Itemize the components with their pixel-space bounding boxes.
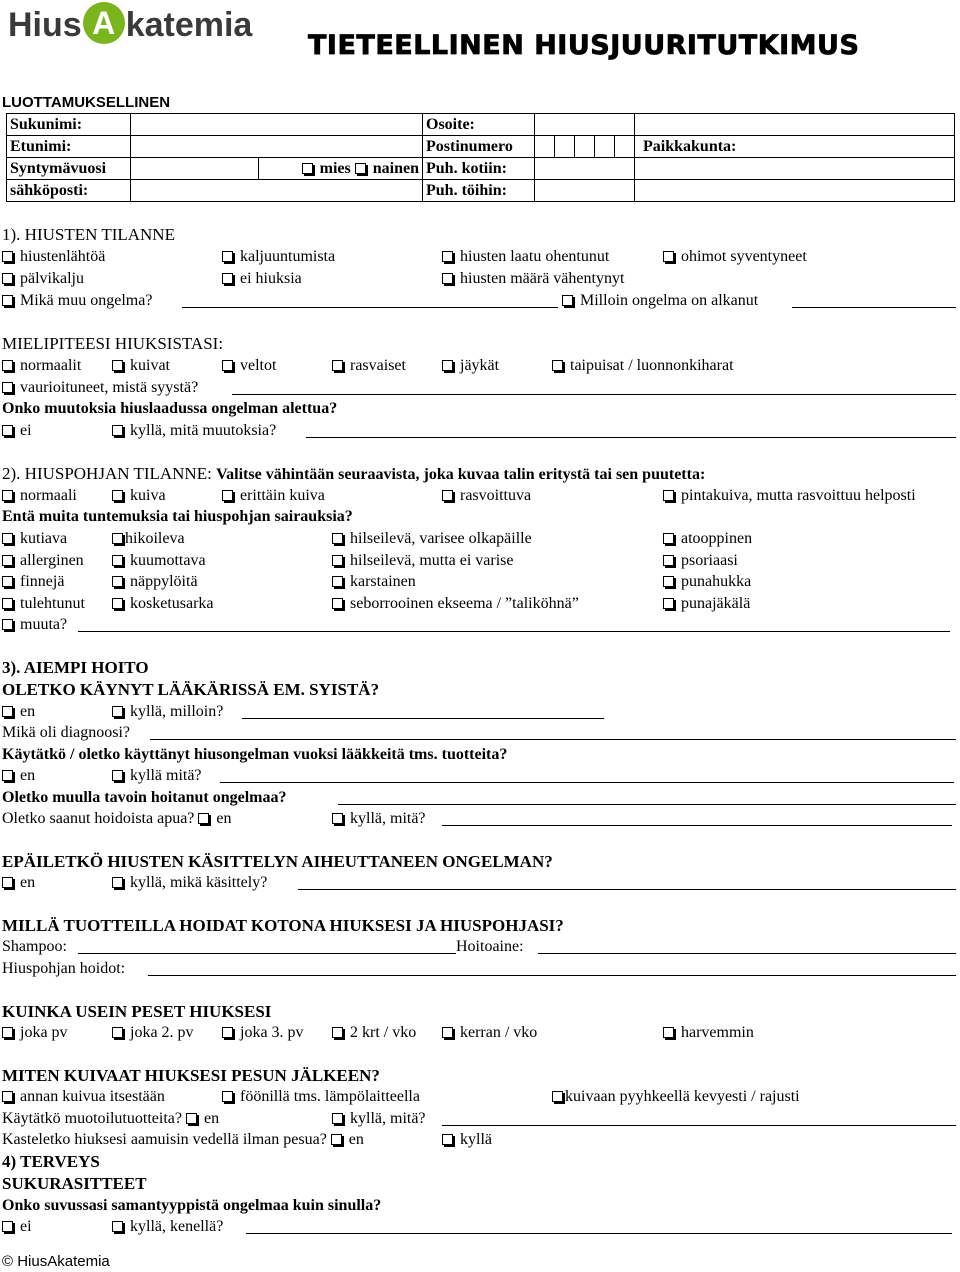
- option-greasy[interactable]: rasvaiset: [332, 357, 406, 375]
- wash-every-3rd[interactable]: joka 3. pv: [222, 1024, 304, 1042]
- checkbox-icon: [222, 1091, 233, 1102]
- checkbox-icon: [332, 555, 343, 566]
- diagnosis-label: Mikä oli diagnoosi?: [2, 724, 130, 741]
- checkbox-icon: [332, 360, 343, 371]
- conditioner-line[interactable]: [538, 953, 956, 954]
- styling-line[interactable]: [442, 1125, 956, 1126]
- checkbox-icon: [2, 382, 13, 393]
- diagnosis-line[interactable]: [150, 739, 956, 740]
- doctor-yes[interactable]: kyllä, milloin?: [112, 703, 223, 721]
- firstname-label: Etunimi:: [7, 136, 131, 158]
- checkbox-icon: [442, 360, 453, 371]
- checkbox-icon: [442, 251, 453, 262]
- symptom-psoriasis[interactable]: psoriaasi: [663, 552, 738, 570]
- checkbox-icon[interactable]: [198, 813, 209, 824]
- symptom-tender[interactable]: kosketusarka: [112, 595, 214, 613]
- postal-digit[interactable]: [575, 136, 595, 158]
- section-3-heading: 3). AIEMPI HOITO: [2, 658, 149, 677]
- other-treatment-line[interactable]: [338, 804, 956, 805]
- page-title: TIETEELLINEN HIUSJUURITUTKIMUS: [308, 30, 860, 61]
- wet-hair-yes[interactable]: kyllä: [442, 1131, 492, 1149]
- surname-label: Sukunimi:: [7, 114, 131, 136]
- treatment-help-line[interactable]: [442, 825, 952, 826]
- wash-daily[interactable]: joka pv: [2, 1024, 68, 1042]
- medication-question: Käytätkö / oletko käyttänyt hiusongelman vuoksi lääkkeitä tms. tuotteita?: [2, 746, 508, 763]
- checkbox-icon: [112, 770, 123, 781]
- email-field[interactable]: [131, 180, 423, 202]
- medication-line[interactable]: [220, 782, 954, 783]
- scalp-normal[interactable]: normaali: [2, 487, 77, 505]
- checkbox-icon: [2, 576, 13, 587]
- checkbox-icon: [552, 360, 563, 371]
- postal-label: Postinumero: [423, 136, 535, 158]
- checkbox-icon: [2, 490, 13, 501]
- checkbox-icon: [552, 1091, 563, 1102]
- scalp-treatment-line[interactable]: [148, 975, 956, 976]
- birthyear-label: Syntymävuosi: [7, 158, 131, 180]
- family-question: Onko suvussasi samantyyppistä ongelmaa kuin sinulla?: [2, 1197, 382, 1214]
- change-line[interactable]: [306, 437, 956, 438]
- family-heading: SUKURASITTEET: [2, 1174, 147, 1193]
- other-problem-line[interactable]: [182, 307, 558, 308]
- checkbox-icon: [112, 425, 123, 436]
- phone-home-label: Puh. kotiin:: [423, 158, 535, 180]
- symptom-lupus[interactable]: punahukka: [663, 573, 751, 591]
- checkbox-icon: [222, 490, 233, 501]
- option-hair-loss[interactable]: hiustenlähtöä: [2, 248, 105, 266]
- checkbox-icon: [2, 598, 13, 609]
- other-treatment-question: Oletko muulla tavoin hoitanut ongelmaa?: [2, 789, 287, 806]
- scalp-very-dry[interactable]: erittäin kuiva: [222, 487, 325, 505]
- checkbox-icon: [442, 490, 453, 501]
- checkbox-icon: [222, 360, 233, 371]
- checkbox-male[interactable]: [302, 163, 313, 174]
- checkbox-icon: [442, 1027, 453, 1038]
- checkbox-icon: [2, 555, 13, 566]
- checkbox-icon: [663, 490, 674, 501]
- postal-digit[interactable]: [595, 136, 615, 158]
- opinion-heading: MIELIPITEESI HIUKSISTASI:: [2, 334, 224, 353]
- scalp-surface-dry[interactable]: pintakuiva, mutta rasvoittuu helposti: [663, 487, 916, 505]
- address-field-2[interactable]: [635, 114, 955, 136]
- checkbox-icon: [2, 251, 13, 262]
- section-2-heading: 2). HIUSPOHJAN TILANNE: Valitse vähintään seuraavista, joka kuvaa talin eritystä tai sen puutetta:: [2, 464, 706, 483]
- hiusakatemia-logo: Hius A katemia: [8, 2, 252, 48]
- checkbox-icon: [222, 273, 233, 284]
- checkbox-icon: [112, 576, 123, 587]
- symptom-pimples[interactable]: finnejä: [2, 573, 64, 591]
- checkbox-icon: [112, 706, 123, 717]
- family-no[interactable]: ei: [2, 1218, 32, 1236]
- option-problem-start[interactable]: Milloin ongelma on alkanut: [562, 292, 758, 310]
- checkbox-icon: [112, 555, 123, 566]
- email-label: sähköposti:: [7, 180, 131, 202]
- checkbox-icon: [663, 1027, 674, 1038]
- checkbox-icon: [2, 425, 13, 436]
- option-balding[interactable]: kaljuuntumista: [222, 248, 335, 266]
- checkbox-icon: [442, 1134, 453, 1145]
- checkbox-icon[interactable]: [331, 1134, 342, 1145]
- option-change-yes[interactable]: kyllä, mitä muutoksia?: [112, 422, 276, 440]
- checkbox-icon: [112, 360, 123, 371]
- checkbox-icon: [112, 598, 123, 609]
- family-yes[interactable]: kyllä, kenellä?: [112, 1218, 223, 1236]
- postal-digit[interactable]: [535, 136, 555, 158]
- symptom-seborrheic[interactable]: seborrooinen ekseema / ”taliköhnä”: [332, 595, 579, 613]
- dry-heading: MITEN KUIVAAT HIUKSESI PESUN JÄLKEEN?: [2, 1066, 380, 1085]
- checkbox-icon: [332, 598, 343, 609]
- postal-digit[interactable]: [555, 136, 575, 158]
- phone-home-field-2[interactable]: [635, 158, 955, 180]
- checkbox-icon: [112, 533, 123, 544]
- checkbox-icon: [2, 1027, 13, 1038]
- styling-yes[interactable]: kyllä, mitä?: [332, 1110, 426, 1128]
- checkbox-icon: [2, 360, 13, 371]
- phone-work-field[interactable]: [535, 180, 635, 202]
- checkbox-icon: [112, 877, 123, 888]
- checkbox-icon: [332, 1113, 343, 1124]
- medication-yes[interactable]: kyllä mitä?: [112, 767, 202, 785]
- treatment-help: Oletko saanut hoidoista apua? en: [2, 810, 232, 827]
- firstname-field[interactable]: [131, 136, 423, 158]
- medication-no[interactable]: en: [2, 767, 35, 785]
- symptom-sweaty[interactable]: hikoileva: [112, 530, 185, 548]
- checkbox-icon: [2, 533, 13, 544]
- dry-towel[interactable]: kuivaan pyyhkeellä kevyesti / rajusti: [552, 1088, 800, 1106]
- checkbox-icon: [663, 598, 674, 609]
- option-limp[interactable]: veltot: [222, 357, 276, 375]
- checkbox-icon: [663, 533, 674, 544]
- option-change-no[interactable]: ei: [2, 422, 32, 440]
- doctor-question: OLETKO KÄYNYT LÄÄKÄRISSÄ EM. SYISTÄ?: [2, 680, 380, 699]
- checkbox-icon: [2, 706, 13, 717]
- wash-heading: KUINKA USEIN PESET HIUKSESI: [2, 1002, 272, 1021]
- wash-twice-week[interactable]: 2 krt / vko: [332, 1024, 416, 1042]
- checkbox-icon: [663, 576, 674, 587]
- symptom-atopic[interactable]: atooppinen: [663, 530, 752, 548]
- shampoo-line[interactable]: [78, 953, 456, 954]
- confidential-label: LUOTTAMUKSELLINEN: [2, 94, 171, 111]
- address-field[interactable]: [535, 114, 635, 136]
- city-label: Paikkakunta:: [635, 136, 955, 158]
- dry-blowdryer[interactable]: föönillä tms. lämpölaitteella: [222, 1088, 420, 1106]
- checkbox-icon: [2, 619, 13, 630]
- wash-every-2nd[interactable]: joka 2. pv: [112, 1024, 194, 1042]
- styling-products: Käytätkö muotoilutuotteita? en: [2, 1110, 220, 1127]
- postal-digit[interactable]: [615, 136, 635, 158]
- checkbox-icon: [2, 295, 13, 306]
- symptom-itchy[interactable]: kutiava: [2, 530, 67, 548]
- address-label: Osoite:: [423, 114, 535, 136]
- option-alopecia-areata[interactable]: pälvikalju: [2, 270, 84, 288]
- checkbox-icon: [2, 770, 13, 781]
- checkbox-icon: [332, 533, 343, 544]
- damaged-reason-line[interactable]: [232, 394, 956, 395]
- option-normal[interactable]: normaalit: [2, 357, 81, 375]
- checkbox-icon: [2, 877, 13, 888]
- option-curly[interactable]: taipuisat / luonnonkiharat: [552, 357, 734, 375]
- products-heading: MILLÄ TUOTTEILLA HOIDAT KOTONA HIUKSESI JA HIUSPOHJASI?: [2, 916, 564, 935]
- checkbox-icon: [2, 1221, 13, 1232]
- section-1-heading: 1). HIUSTEN TILANNE: [2, 225, 175, 244]
- checkbox-icon: [332, 1027, 343, 1038]
- cause-line[interactable]: [298, 889, 956, 890]
- symptom-flaky[interactable]: hilseilevä, mutta ei varise: [332, 552, 514, 570]
- scalp-sensations-question: Entä muita tuntemuksia tai hiuspohjan sairauksia?: [2, 508, 353, 525]
- wash-once-week[interactable]: kerran / vko: [442, 1024, 537, 1042]
- checkbox-icon: [2, 273, 13, 284]
- problem-start-line[interactable]: [792, 307, 956, 308]
- option-reduced-amount[interactable]: hiusten määrä vähentynyt: [442, 270, 624, 288]
- symptom-allergic[interactable]: allerginen: [2, 552, 84, 570]
- personal-info-table: [6, 113, 955, 202]
- option-receding-temples[interactable]: ohimot syventyneet: [663, 248, 807, 266]
- doctor-when-line[interactable]: [242, 718, 604, 719]
- checkbox-icon: [222, 1027, 233, 1038]
- checkbox-icon: [663, 251, 674, 262]
- symptom-other[interactable]: muuta?: [2, 616, 67, 634]
- checkbox-icon: [2, 1091, 13, 1102]
- scalp-oily[interactable]: rasvoittuva: [442, 487, 531, 505]
- symptom-lichen[interactable]: punajäkälä: [663, 595, 750, 613]
- checkbox-icon: [663, 555, 674, 566]
- checkbox-icon: [442, 273, 453, 284]
- checkbox-female[interactable]: [355, 163, 366, 174]
- phone-work-field-2[interactable]: [635, 180, 955, 202]
- phone-work-label: Puh. töihin:: [423, 180, 535, 202]
- gender-choice[interactable]: mies nainen: [259, 158, 423, 180]
- checkbox-icon: [112, 1027, 123, 1038]
- symptom-flaky-falling[interactable]: hilseilevä, varisee olkapäille: [332, 530, 532, 548]
- surname-field[interactable]: [131, 114, 423, 136]
- treatment-help-yes[interactable]: kyllä, mitä?: [332, 810, 426, 828]
- option-other-problem[interactable]: Mikä muu ongelma?: [2, 292, 152, 310]
- checkbox-icon: [332, 813, 343, 824]
- option-dry[interactable]: kuivat: [112, 357, 170, 375]
- symptom-hot[interactable]: kuumottava: [112, 552, 206, 570]
- cause-heading: EPÄILETKÖ HIUSTEN KÄSITTELYN AIHEUTTANEEN ONGELMAN?: [2, 852, 553, 871]
- option-thinning-quality[interactable]: hiusten laatu ohentunut: [442, 248, 609, 266]
- cause-no[interactable]: en: [2, 874, 35, 892]
- checkbox-icon: [332, 576, 343, 587]
- checkbox-icon: [562, 295, 573, 306]
- dry-air[interactable]: annan kuivua itsestään: [2, 1088, 165, 1106]
- symptom-bumps[interactable]: näppylöitä: [112, 573, 198, 591]
- shampoo-label: Shampoo:: [2, 938, 67, 955]
- checkbox-icon: [222, 251, 233, 262]
- checkbox-icon: [112, 1221, 123, 1232]
- scalp-dry[interactable]: kuiva: [112, 487, 166, 505]
- symptom-inflamed[interactable]: tulehtunut: [2, 595, 85, 613]
- doctor-no[interactable]: en: [2, 703, 35, 721]
- copyright-footer: © HiusAkatemia: [2, 1253, 110, 1270]
- hair-change-question: Onko muutoksia hiuslaadussa ongelman alettua?: [2, 400, 338, 417]
- cause-yes[interactable]: kyllä, mikä käsittely?: [112, 874, 267, 892]
- phone-home-field[interactable]: [535, 158, 635, 180]
- scalp-treatment-label: Hiuspohjan hoidot:: [2, 960, 126, 977]
- option-damaged[interactable]: vaurioituneet, mistä syystä?: [2, 379, 198, 397]
- family-line[interactable]: [246, 1233, 952, 1234]
- symptom-other-line[interactable]: [78, 631, 950, 632]
- section-4-heading: 4) TERVEYS: [2, 1152, 100, 1171]
- option-no-hair[interactable]: ei hiuksia: [222, 270, 302, 288]
- option-stiff[interactable]: jäykät: [442, 357, 499, 375]
- birthyear-field[interactable]: [131, 158, 259, 180]
- conditioner-label: Hoitoaine:: [456, 938, 524, 955]
- checkbox-icon[interactable]: [186, 1113, 197, 1124]
- wet-hair-question: Kasteletko hiuksesi aamuisin vedellä ilman pesua? en: [2, 1131, 364, 1148]
- symptom-crusty[interactable]: karstainen: [332, 573, 416, 591]
- wash-less[interactable]: harvemmin: [663, 1024, 754, 1042]
- checkbox-icon: [112, 490, 123, 501]
